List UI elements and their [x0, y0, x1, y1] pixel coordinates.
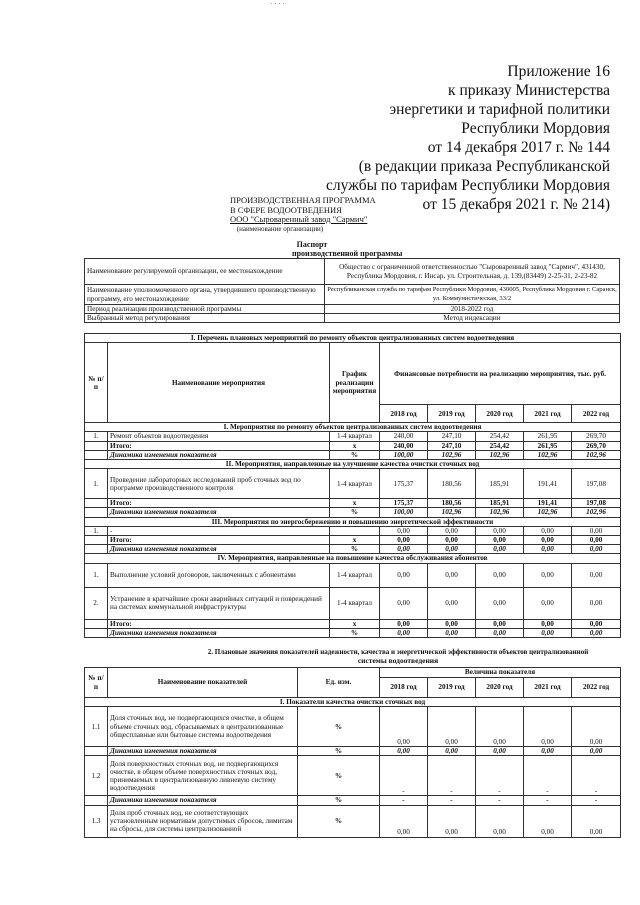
dynamics-value: - — [380, 796, 428, 805]
total-unit: x — [330, 441, 380, 450]
total-row — [85, 499, 621, 508]
group-title: I. Мероприятия по ремонту объектов централизованных систем водоотведения — [85, 423, 621, 432]
dynamics-label: Динамика изменения показателя — [108, 450, 330, 459]
group-title: II. Мероприятия, направленные на улучшение качества очистки сточных вод — [85, 460, 621, 469]
dynamics-value: 102,96 — [572, 450, 621, 459]
year-header: 2022 год — [572, 405, 621, 423]
passport-row — [85, 305, 620, 314]
group-title: I. Показатели качества очистки сточных вод — [85, 698, 621, 707]
item-value: 0,00 — [572, 526, 621, 535]
section2-title-line: системы водоотведения — [357, 656, 439, 665]
dynamics-label: Динамика изменения показателя — [108, 628, 330, 637]
item-value: 0,00 — [428, 526, 476, 535]
row-value: 0,00 — [476, 805, 524, 837]
item-num: 1. — [85, 469, 108, 499]
dynamics-value: - — [572, 796, 621, 805]
item-num: 1. — [85, 563, 108, 587]
row-value: - — [524, 756, 572, 796]
row-value: 0,00 — [476, 707, 524, 747]
total-value: 254,42 — [476, 441, 524, 450]
table-row — [85, 469, 621, 499]
total-value: 0,00 — [572, 536, 621, 545]
dynamics-value: 0,00 — [476, 747, 524, 756]
total-unit: x — [330, 619, 380, 628]
section2-title-line: 2. Плановые значения показателей надежности, качества и энергетической эффективности объектов централизованной — [207, 648, 589, 656]
passport-label: Выбранный метод регулирования — [85, 314, 325, 323]
row-name: Доля сточных вод, не подвергающихся очистке, в общем объеме сточных вод, сбрасываемых в централизованные общесплавные или бытовые системы водоотведения — [108, 707, 298, 747]
year-header: 2022 год — [572, 678, 621, 698]
total-unit: x — [330, 536, 380, 545]
col-num-header: № п/п — [85, 343, 108, 423]
total-value: 185,91 — [476, 499, 524, 508]
passport-subtitle: производственной программы — [292, 249, 403, 258]
dynamics-value: 0,00 — [476, 628, 524, 637]
year-header: 2021 год — [524, 678, 572, 698]
item-name: Выполнение условий договоров, заключенных с абонентами — [108, 563, 330, 587]
total-value: 0,00 — [524, 536, 572, 545]
item-value: 0,00 — [476, 587, 524, 619]
measures-table — [84, 333, 621, 638]
table-row — [85, 587, 621, 619]
appendix-line: от 15 декабря 2021 г. № 214) — [422, 196, 610, 213]
item-schedule: 1-4 квартал — [330, 469, 380, 499]
passport-row — [85, 314, 620, 323]
dynamics-value: 0,00 — [572, 628, 621, 637]
total-row — [85, 441, 621, 450]
dynamics-row — [85, 508, 621, 517]
passport-value: Республиканская служба по тарифам Республики Мордовия, 430005, Республика Мордовия г. Саранск, ул. Коммунистическая, 33/2 — [325, 285, 620, 305]
col-unit-header: Ед. изм. — [298, 668, 380, 698]
table-row — [85, 432, 621, 441]
organization-caption: (наименование организации) — [236, 224, 324, 233]
appendix-line: Приложение 16 — [507, 63, 610, 80]
passport-row — [85, 259, 620, 285]
dynamics-label: Динамика изменения показателя — [108, 747, 298, 756]
dynamics-row — [85, 747, 621, 756]
row-value: 0,00 — [524, 805, 572, 837]
row-value: 0,00 — [380, 805, 428, 837]
row-unit: % — [298, 805, 380, 837]
row-name: Доля поверхностных сточных вод, не подвергающихся очистке, в общем объеме поверхностных сточных вод, принимаемых в централизованную ливневую систему водоотведения — [108, 756, 298, 796]
item-schedule — [330, 526, 380, 535]
table-row — [85, 563, 621, 587]
item-value: 0,00 — [380, 563, 428, 587]
row-name: Доля проб сточных вод, не соответствующих установленным нормативам допустимых сбросов, лимитам на сбросы, для системы централизованной — [108, 805, 298, 837]
total-row — [85, 536, 621, 545]
dynamics-value: 0,00 — [380, 628, 428, 637]
group-title-row — [85, 460, 621, 469]
year-header: 2020 год — [476, 405, 524, 423]
item-num: 2. — [85, 587, 108, 619]
dynamics-unit: % — [330, 450, 380, 459]
program-title: ПРОИЗВОДСТВЕННАЯ ПРОГРАММА — [230, 195, 376, 205]
passport-title: Паспорт — [296, 240, 328, 249]
dynamics-value: - — [428, 796, 476, 805]
header-row — [85, 668, 621, 678]
col-num-header: № п/п — [85, 668, 108, 698]
passport-label: Период реализации производственной программы — [85, 305, 325, 314]
total-label: Итого: — [108, 441, 330, 450]
dynamics-value: 102,96 — [572, 508, 621, 517]
year-header: 2018 год — [380, 678, 428, 698]
row-value: - — [476, 756, 524, 796]
col-name-header: Наименование показателей — [108, 668, 298, 698]
item-value: 0,00 — [380, 526, 428, 535]
appendix-line: от 14 декабря 2017 г. № 144 — [427, 139, 610, 156]
total-label: Итого: — [108, 619, 330, 628]
passport-value: 2018-2022 год — [325, 305, 620, 314]
total-label: Итого: — [108, 536, 330, 545]
item-value: 0,00 — [524, 526, 572, 535]
dynamics-value: 0,00 — [380, 747, 428, 756]
item-value: 254,42 — [476, 432, 524, 441]
dynamics-unit: % — [298, 796, 380, 805]
total-value: 247,10 — [428, 441, 476, 450]
dynamics-value: 100,00 — [380, 450, 428, 459]
total-value: 0,00 — [572, 619, 621, 628]
row-value: 0,00 — [428, 707, 476, 747]
item-num: 1. — [85, 432, 108, 441]
dynamics-value: - — [524, 796, 572, 805]
header-marks: · · · · — [270, 0, 285, 8]
item-value: 0,00 — [572, 563, 621, 587]
header-row — [85, 343, 621, 405]
total-value: 269,70 — [572, 441, 621, 450]
total-value: 261,95 — [524, 441, 572, 450]
dynamics-row — [85, 796, 621, 805]
total-label: Итого: — [108, 499, 330, 508]
program-heading — [230, 195, 376, 234]
total-unit: x — [330, 499, 380, 508]
passport-label: Наименование уполномоченного органа, утвердившего производственную программу, его местонахождение — [85, 285, 325, 305]
item-value: 261,95 — [524, 432, 572, 441]
year-header: 2018 год — [380, 405, 428, 423]
item-name: Проведение лабораторных исследований проб сточных вод по программе производственного контроля — [108, 469, 330, 499]
total-value: 191,41 — [524, 499, 572, 508]
row-num: 1.1 — [85, 707, 108, 747]
total-value: 0,00 — [428, 619, 476, 628]
dynamics-value: 100,00 — [380, 508, 428, 517]
program-subtitle: В СФЕРЕ ВОДООТВЕДЕНИЯ — [230, 204, 342, 215]
row-unit: % — [298, 707, 380, 747]
item-value: 0,00 — [476, 563, 524, 587]
group-title: III. Мероприятия по энергосбережению и повышению энергетической эффективности — [85, 517, 621, 526]
dynamics-value: 0,00 — [428, 545, 476, 554]
year-header: 2020 год — [476, 678, 524, 698]
dynamics-value: 102,96 — [524, 508, 572, 517]
dynamics-value: 102,96 — [524, 450, 572, 459]
row-value: 0,00 — [572, 805, 621, 837]
item-name: Ремонт объектов водоотведения — [108, 432, 330, 441]
section-title-row — [85, 334, 621, 343]
appendix-line: к приказу Министерства — [448, 82, 610, 99]
passport-heading — [292, 240, 403, 258]
section2-title — [160, 648, 636, 665]
item-value: 0,00 — [428, 587, 476, 619]
item-name: Устранение в кратчайшие сроки аварийных ситуаций и повреждений на системах коммунальной инфраструктуры — [108, 587, 330, 619]
row-unit: % — [298, 756, 380, 796]
passport-row — [85, 285, 620, 305]
group-title-row — [85, 423, 621, 432]
dynamics-value: 102,96 — [476, 508, 524, 517]
item-value: 240,00 — [380, 432, 428, 441]
total-value: 0,00 — [428, 536, 476, 545]
row-value: 0,00 — [572, 707, 621, 747]
item-value: 0,00 — [428, 563, 476, 587]
row-value: - — [380, 756, 428, 796]
col-schedule-header: График реализации мероприятия — [330, 343, 380, 423]
year-header: 2019 год — [428, 405, 476, 423]
dynamics-label: Динамика изменения показателя — [108, 545, 330, 554]
item-value: 247,10 — [428, 432, 476, 441]
col-name-header: Наименование мероприятия — [108, 343, 330, 423]
row-value: 0,00 — [380, 707, 428, 747]
col-fin-header: Финансовые потребности на реализацию мероприятия, тыс. руб. — [380, 343, 621, 405]
item-value: 0,00 — [524, 563, 572, 587]
dynamics-value: 0,00 — [524, 545, 572, 554]
dynamics-unit: % — [330, 545, 380, 554]
total-row — [85, 619, 621, 628]
dynamics-value: 0,00 — [572, 545, 621, 554]
appendix-line: энергетики и тарифной политики — [389, 101, 610, 118]
dynamics-unit: % — [330, 508, 380, 517]
item-num: 1. — [85, 526, 108, 535]
total-value: 0,00 — [524, 619, 572, 628]
item-schedule: 1-4 квартал — [330, 432, 380, 441]
dynamics-value: 0,00 — [572, 747, 621, 756]
appendix-line: службы по тарифам Республики Мордовия — [326, 177, 610, 194]
col-value-header: Величина показателя — [380, 668, 621, 678]
group-title-row — [85, 698, 621, 707]
total-value: 0,00 — [380, 619, 428, 628]
item-value: 197,08 — [572, 469, 621, 499]
item-schedule: 1-4 квартал — [330, 563, 380, 587]
year-header: 2021 год — [524, 405, 572, 423]
group-title: IV. Мероприятия, направленные на повышение качества обслуживания абонентов — [85, 554, 621, 563]
item-value: 185,91 — [476, 469, 524, 499]
passport-value: Общество с ограниченной ответственностью "Сыроваренный завод "Сармич", 431430, Республика Мордовия, г. Инсар, ул. Строительная, д. 139,(83449) 2-25-31, 2-23-82 — [325, 259, 620, 285]
dynamics-value: 102,96 — [476, 450, 524, 459]
dynamics-value: - — [476, 796, 524, 805]
dynamics-row — [85, 628, 621, 637]
dynamics-value: 0,00 — [428, 628, 476, 637]
dynamics-label: Динамика изменения показателя — [108, 508, 330, 517]
dynamics-value: 0,00 — [524, 628, 572, 637]
item-value: 269,70 — [572, 432, 621, 441]
total-value: 0,00 — [476, 619, 524, 628]
item-value: 180,56 — [428, 469, 476, 499]
item-value: 0,00 — [524, 587, 572, 619]
appendix-line: Республики Мордовия — [461, 120, 610, 137]
dynamics-value: 0,00 — [476, 545, 524, 554]
row-num: 1.3 — [85, 805, 108, 837]
passport-label: Наименование регулируемой организации, ее местонахождение — [85, 259, 325, 285]
item-value: 0,00 — [476, 526, 524, 535]
item-schedule: 1-4 квартал — [330, 587, 380, 619]
total-value: 175,37 — [380, 499, 428, 508]
total-value: 240,00 — [380, 441, 428, 450]
total-value: 180,56 — [428, 499, 476, 508]
row-value: - — [428, 756, 476, 796]
total-value: 0,00 — [380, 536, 428, 545]
table-row — [85, 526, 621, 535]
indicators-table — [84, 667, 621, 838]
dynamics-value: 102,96 — [428, 450, 476, 459]
dynamics-value: 0,00 — [524, 747, 572, 756]
dynamics-unit: % — [330, 628, 380, 637]
item-name: - — [108, 526, 330, 535]
table-row — [85, 756, 621, 796]
appendix-line: (в редакции приказа Республиканской — [358, 158, 610, 175]
item-value: 0,00 — [380, 587, 428, 619]
section1-title: I. Перечень плановых мероприятий по ремонту объектов централизованных систем водоотведения — [85, 334, 621, 343]
total-value: 197,08 — [572, 499, 621, 508]
group-title-row — [85, 554, 621, 563]
dynamics-unit: % — [298, 747, 380, 756]
dynamics-label: Динамика изменения показателя — [108, 796, 298, 805]
row-value: 0,00 — [428, 805, 476, 837]
year-header: 2019 год — [428, 678, 476, 698]
row-num: 1.2 — [85, 756, 108, 796]
appendix-block — [326, 62, 610, 214]
passport-table — [84, 258, 620, 323]
row-value: 0,00 — [524, 707, 572, 747]
organization-name: ООО "Сыроваренный завод "Сармич" — [230, 214, 368, 224]
dynamics-value: 102,96 — [428, 508, 476, 517]
dynamics-value: 0,00 — [428, 747, 476, 756]
row-value: - — [572, 756, 621, 796]
table-row — [85, 805, 621, 837]
item-value: 191,41 — [524, 469, 572, 499]
dynamics-row — [85, 450, 621, 459]
dynamics-row — [85, 545, 621, 554]
table-row — [85, 707, 621, 747]
item-value: 0,00 — [572, 587, 621, 619]
group-title-row — [85, 517, 621, 526]
dynamics-value: 0,00 — [380, 545, 428, 554]
passport-value: Метод индексации — [325, 314, 620, 323]
total-value: 0,00 — [476, 536, 524, 545]
item-value: 175,37 — [380, 469, 428, 499]
